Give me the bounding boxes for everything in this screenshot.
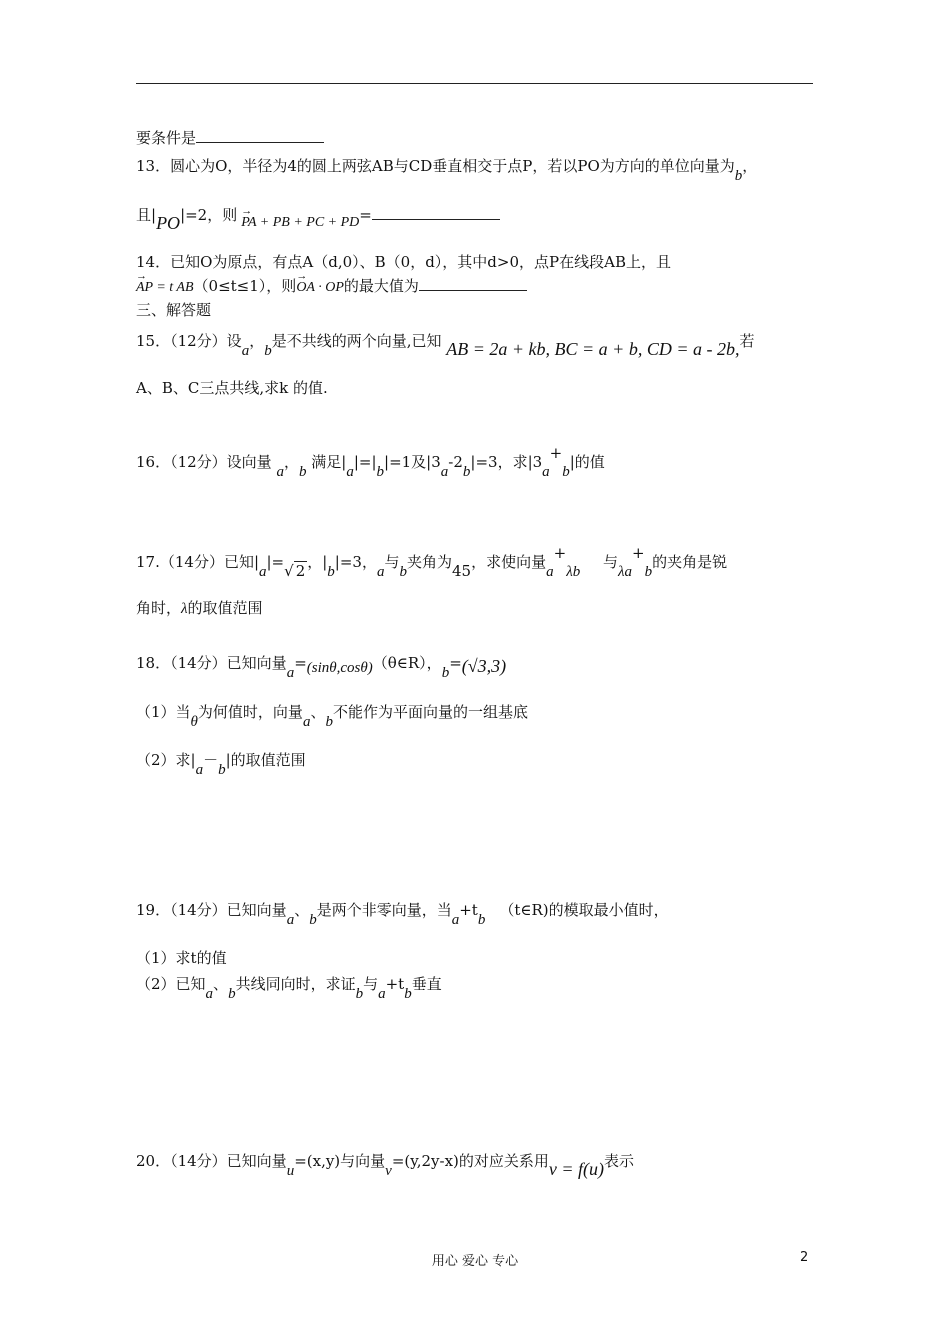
text: A、B、C三点共线,求k 的值. [136, 379, 328, 397]
text: 17.（14分）已知| [136, 553, 259, 571]
text: 与 [363, 975, 379, 993]
vector-ap-expression: → AP = t AB [136, 280, 194, 295]
text: |= [266, 553, 285, 571]
lambda-symbol: λ [617, 564, 625, 580]
text: 要条件是 [136, 129, 197, 147]
text: = [449, 654, 462, 672]
vector-po: PO [156, 213, 181, 233]
text: |=3，求|3 [470, 453, 543, 471]
text: ，求使向量 [471, 553, 547, 571]
text: 表示 [604, 1152, 635, 1170]
vector-a-value: (sinθ,cosθ) [306, 660, 373, 676]
vector-b: b [298, 464, 307, 480]
text: |=3， [334, 553, 377, 571]
text: 13．圆心为O，半径为4的圆上两弦AB与CD垂直相交于点P，若以PO为方向的单位向量为 [136, 157, 735, 175]
text: 14．已知O为原点，有点A（d,0）、B（0，d），其中d>0，点P在线段AB上，且 [136, 253, 671, 271]
vector-v: v [385, 1163, 392, 1179]
vector-a: a [276, 464, 284, 480]
question-20 [136, 1150, 635, 1179]
vector-a: a [195, 762, 204, 778]
text: （2）已知 [136, 975, 206, 993]
text: 不能作为平面向量的一组基底 [332, 703, 528, 721]
vector-b: b [562, 464, 570, 480]
text: （2）求| [136, 751, 196, 769]
vector-a: a [241, 343, 250, 359]
question-16 [136, 444, 605, 480]
angle-value: 45 [452, 562, 472, 580]
vector-b: b [399, 564, 407, 580]
question-14-line2 [136, 276, 527, 298]
vector-b: b [734, 168, 743, 184]
text: 三、解答题 [136, 301, 212, 319]
text: 与 [602, 553, 618, 571]
vector-b: b [355, 986, 364, 1002]
text: 、 [213, 975, 229, 993]
vector-b: b [228, 986, 236, 1002]
vector-u: u [286, 1163, 295, 1179]
question-17-line1 [136, 544, 728, 580]
text: + [553, 544, 567, 562]
vector-a: a [624, 564, 632, 580]
text: 夹角为 [406, 553, 452, 571]
vector-b: b [404, 986, 412, 1002]
answer-blank [419, 276, 527, 291]
question-18-part1 [136, 702, 528, 730]
question-13-line1 [136, 156, 758, 184]
question-15-line2 [136, 378, 328, 398]
question-17-line2 [136, 598, 263, 619]
vector-a: a [376, 564, 385, 580]
text: = [359, 206, 372, 224]
vector-b: b [327, 564, 335, 580]
text: 18．（14分）已知向量 [136, 654, 287, 672]
vector-b: b [462, 464, 471, 480]
text: ， [283, 453, 299, 471]
vector-b: b [441, 665, 450, 681]
vector-a: a [546, 564, 554, 580]
vector-a: a [302, 714, 311, 730]
text: +t [385, 975, 405, 993]
text: （t∈R)的模取最小值时， [499, 901, 669, 919]
text: 满足| [311, 453, 347, 471]
sqrt-icon: √ 2 [284, 562, 306, 580]
text: （0≤t≤1），则 [193, 277, 297, 295]
text: 2 [295, 562, 306, 580]
text: 垂直 [411, 975, 442, 993]
question-19-part1 [136, 948, 227, 968]
vector-b: b [325, 714, 333, 730]
text: |的取值范围 [225, 751, 306, 769]
vector-b: b [376, 464, 385, 480]
vector-b-value: (√3,3) [461, 656, 507, 676]
text: =(y,2y-x)的对应关系用 [391, 1152, 549, 1170]
vector-a: a [346, 464, 354, 480]
lambda-symbol: λ [181, 601, 188, 617]
text: 为何值时，向量 [197, 703, 303, 721]
question-14-line1 [136, 252, 671, 272]
text: 的取值范围 [187, 599, 263, 617]
header-rule [136, 83, 813, 84]
text: 是两个非零向量，当 [316, 901, 452, 919]
question-19 [136, 900, 669, 928]
question-13-line2 [136, 204, 500, 233]
text: |=1及|3 [384, 453, 441, 471]
vector-sum-expression: → PA + PB + PC + PD [241, 215, 359, 230]
text: （θ∈R）， [372, 654, 442, 672]
vector-a: a [205, 986, 214, 1002]
vector-b: b [477, 912, 486, 928]
vector-a: a [286, 665, 295, 681]
vector-b: b [309, 912, 317, 928]
vector-a: a [286, 912, 295, 928]
text: |的值 [569, 453, 605, 471]
function-expression: v = f(u) [548, 1159, 605, 1179]
vector-b: b [218, 762, 226, 778]
vector-a: a [440, 464, 449, 480]
question-18-part2 [136, 750, 306, 778]
text: （1）求t的值 [136, 949, 227, 967]
page-footer: 用心 爱心 专心 [431, 1254, 519, 1269]
text: 若 [739, 332, 755, 350]
text: = [294, 654, 307, 672]
page-number: 2 [800, 1250, 809, 1265]
question-19-part2 [136, 974, 442, 1002]
text: + [631, 544, 645, 562]
text: 是不共线的两个向量,已知 [271, 332, 442, 350]
vector-b: b [644, 564, 653, 580]
vector-a: a [542, 464, 550, 480]
vector-a: a [451, 912, 460, 928]
lambda-symbol: λ [566, 564, 573, 580]
answer-blank [196, 128, 324, 143]
text: 16．（12分）设向量 [136, 453, 272, 471]
dot-product-expression: → OA · OP [296, 280, 344, 295]
line-continuation [136, 128, 324, 148]
text: |=2，则 [180, 206, 238, 224]
text: =(x,y)与向量 [294, 1152, 386, 1170]
question-18 [136, 652, 507, 681]
text: |=| [353, 453, 377, 471]
text: -2 [448, 453, 463, 471]
text: 、 [294, 901, 310, 919]
text: 19．（14分）已知向量 [136, 901, 287, 919]
question-15-line1 [136, 330, 755, 359]
text: 的最大值为 [343, 277, 419, 295]
text: 角时， [136, 599, 182, 617]
text: ，| [307, 553, 328, 571]
answer-blank [372, 205, 500, 220]
text: ， [742, 157, 758, 175]
vector-expression: AB = 2a + kb, BC = a + b, CD = a - 2b, [446, 339, 740, 359]
vector-a: a [259, 564, 267, 580]
text: ， [249, 332, 265, 350]
text: 20．（14分）已知向量 [136, 1152, 287, 1170]
text: － [203, 751, 219, 769]
text: +t [459, 901, 478, 919]
vector-b: b [572, 564, 581, 580]
text: （1）当 [136, 703, 191, 721]
text: 且| [136, 206, 157, 224]
vector-a: a [378, 986, 386, 1002]
text: + [549, 444, 563, 462]
text: 与 [384, 553, 400, 571]
text: 的夹角是锐 [652, 553, 728, 571]
vector-b: b [264, 343, 272, 359]
theta-symbol: θ [190, 714, 198, 730]
text: 共线同向时，求证 [235, 975, 356, 993]
text: 15．（12分）设 [136, 332, 242, 350]
section-heading [136, 300, 211, 320]
text: 、 [310, 703, 326, 721]
